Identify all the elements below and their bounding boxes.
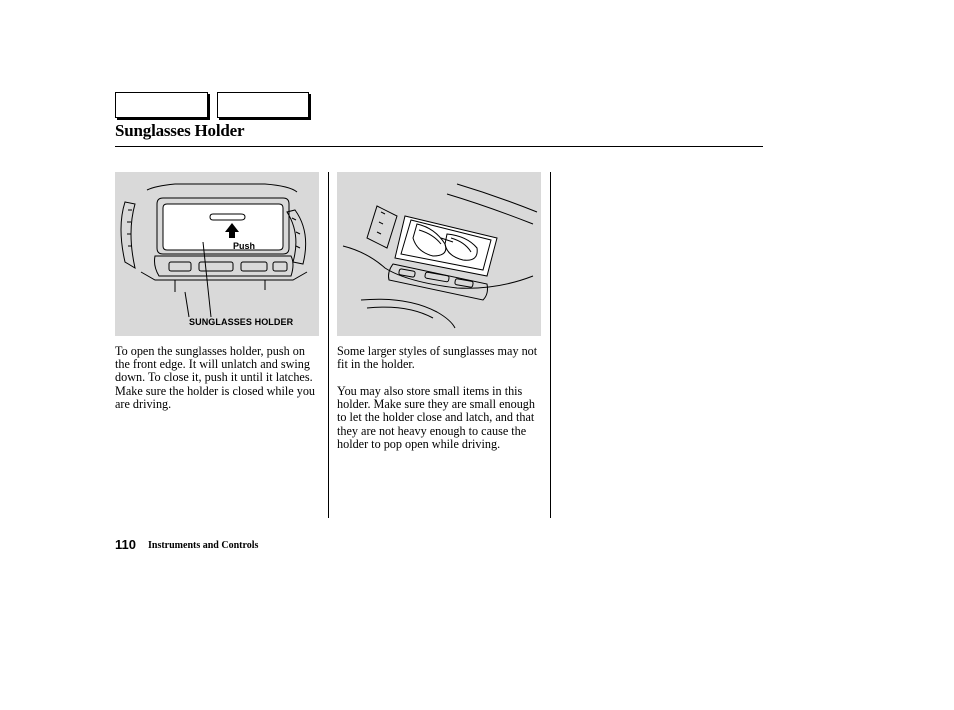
size-note-paragraph: Some larger styles of sunglasses may not fit in the holder.	[337, 344, 538, 372]
instructions-paragraph: To open the sunglasses holder, push on the front edge. It will unlatch and swing down. To close it, push it until it latches. Make sure the holder is closed while you are driving.	[115, 344, 316, 411]
push-label: Push	[233, 241, 256, 251]
footer-section-name: Instruments and Controls	[148, 540, 259, 551]
overhead-console-drawing	[115, 172, 319, 336]
open-holder-drawing	[337, 172, 541, 336]
page-number: 110	[115, 537, 136, 552]
column-divider-1	[328, 172, 329, 518]
title-rule	[115, 146, 763, 147]
page-title: Sunglasses Holder	[115, 121, 245, 140]
sunglasses-holder-callout: SUNGLASSES HOLDER	[189, 317, 294, 327]
open-holder-illustration	[337, 172, 541, 336]
nav-tab-1[interactable]	[115, 92, 208, 118]
closed-holder-illustration	[115, 172, 319, 336]
storage-note-paragraph: You may also store small items in this holder. Make sure they are small enough to let the holder close and latch, and that they are not heavy enough to cause the holder to pop open while driving.	[337, 384, 535, 451]
nav-tab-2[interactable]	[217, 92, 309, 118]
column-divider-2	[550, 172, 551, 518]
